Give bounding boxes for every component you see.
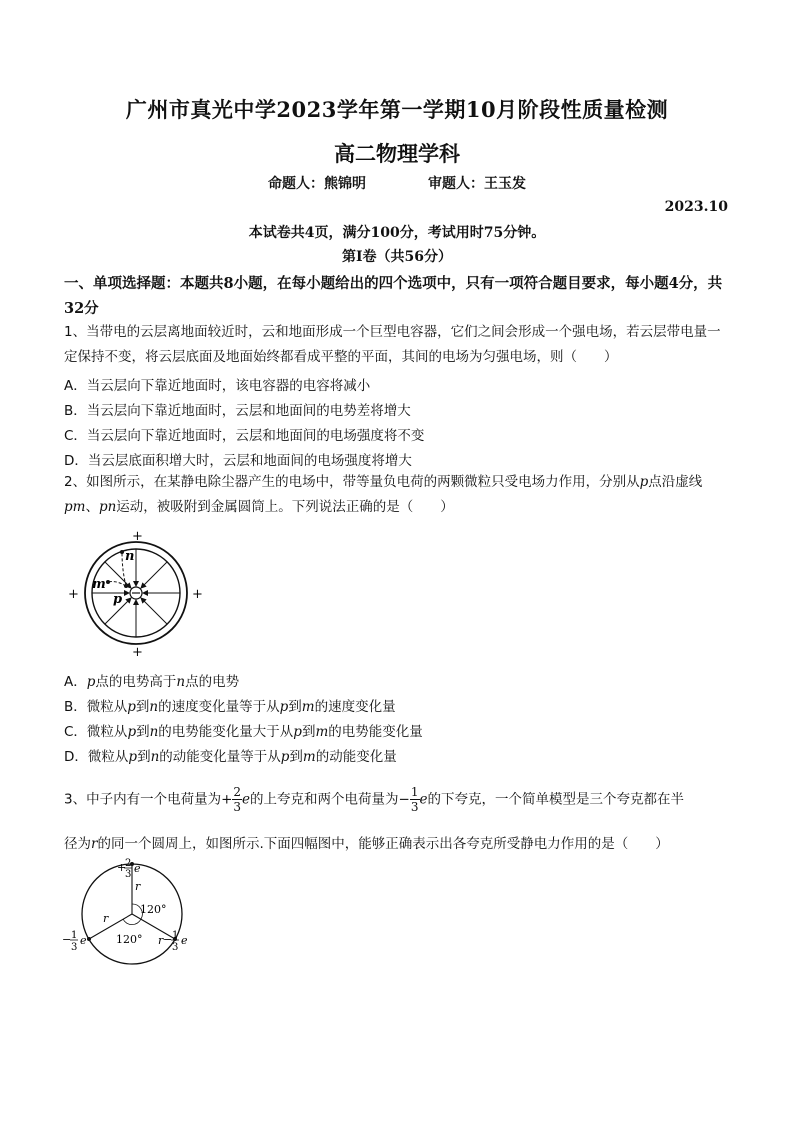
- angle-label-upper: 120°: [140, 903, 167, 916]
- radius-label-left: r: [103, 912, 109, 925]
- top-charge-den: 3: [125, 869, 132, 880]
- q1-option-a: A．当云层向下靠近地面时，该电容器的电容将减小: [64, 378, 371, 394]
- right-charge-e: e: [181, 934, 188, 947]
- reviewer: 审题人：王玉发: [428, 176, 526, 192]
- radius-label-right: r: [158, 934, 164, 947]
- exam-note: 本试卷共4页，满分100分，考试用时75分钟。: [248, 225, 546, 241]
- q1-option-b: B．当云层向下靠近地面时，云层和地面间的电势差将增大: [64, 403, 411, 419]
- q2-option-a: A．p点的电势高于n点的电势: [64, 674, 240, 690]
- point-p-dot: [124, 584, 128, 588]
- q2-stem: 2、如图所示，在某静电除尘器产生的电场中，带等量负电荷的两颗微粒只受电场力作用，分别从p点沿虚线pm、pn运动，被吸附到金属圆筒上。下列说法正确的是（ ）: [64, 474, 703, 515]
- top-charge-e: e: [134, 862, 141, 875]
- author: 命题人：熊锦明: [268, 176, 366, 192]
- q3-stem-line2: 径为r的同一个圆周上，如图所示.下面四幅图中，能够正确表示出各夸克所受静电力作用的是（ ）: [64, 836, 669, 852]
- exam-title: 广州市真光中学2023学年第一学期10月阶段性质量检测: [125, 97, 669, 122]
- plus-bottom: +: [132, 645, 143, 660]
- author-line: [0, 173, 794, 193]
- angle-arc-lower: [123, 919, 141, 925]
- plus-left: +: [68, 587, 79, 602]
- top-charge-num: 2: [125, 858, 132, 869]
- section-heading: 一、单项选择题：本题共8小题，在每小题给出的四个选项中，只有一项符合题目要求，每小题4分，共32分: [64, 275, 723, 317]
- exam-subject: 高二物理学科: [334, 141, 460, 166]
- label-n: n: [125, 549, 135, 564]
- q2-option-b: B．微粒从p到n的速度变化量等于从p到m的速度变化量: [64, 699, 396, 715]
- left-charge-e: e: [80, 934, 87, 947]
- label-p: p: [113, 592, 123, 607]
- right-charge-num: 1: [172, 930, 179, 941]
- label-m: m: [92, 577, 106, 592]
- q1-stem: 1、当带电的云层离地面较近时，云和地面形成一个巨型电容器，它们之间会形成一个强电场，若云层带电量一定保持不变，将云层底面及地面始终都看成平整的平面，其间的电场为匀强电场，则（ ）: [64, 324, 721, 365]
- q3-stem-line1: 3、中子内有一个电荷量为+ $\frac{2}{3}$ e的上夸克和两个电荷量为− $\frac{1}{3}$ e的下夸克，一个简单模型是三个夸克都在半: [64, 785, 684, 814]
- radius-label-up: r: [135, 880, 141, 893]
- left-charge-den: 3: [71, 942, 78, 953]
- angle-label-lower: 120°: [116, 933, 143, 946]
- right-charge-sign: −: [163, 933, 173, 946]
- quark-left: [87, 937, 91, 941]
- part-heading: 第Ⅰ卷（共56分）: [341, 249, 453, 265]
- exam-date: 2023.10: [664, 199, 728, 215]
- point-m-dot: [106, 580, 110, 584]
- q1-option-c: C．当云层向下靠近地面时，云层和地面间的电场强度将不变: [64, 428, 425, 444]
- left-charge-sign: −: [62, 933, 72, 946]
- q1-option-d: D．当云层底面积增大时，云层和地面间的电场强度将增大: [64, 453, 412, 469]
- point-n-dot: [120, 550, 124, 554]
- plus-top: +: [132, 530, 143, 544]
- q2-option-c: C．微粒从p到n的电势能变化量大于从p到m的电势能变化量: [64, 724, 423, 740]
- right-charge-den: 3: [172, 942, 179, 953]
- q3-figure-quarks: [60, 858, 200, 973]
- q2-option-d: D．微粒从p到n的动能变化量等于从p到m的动能变化量: [64, 749, 397, 765]
- q2-figure-precipitator: [60, 530, 220, 660]
- left-charge-num: 1: [71, 930, 78, 941]
- fraction-one-third: $\frac{1}{3}$: [410, 785, 419, 814]
- plus-right: +: [192, 587, 203, 602]
- fraction-two-thirds: $\frac{2}{3}$: [233, 785, 242, 814]
- top-charge-sign: +: [117, 861, 127, 874]
